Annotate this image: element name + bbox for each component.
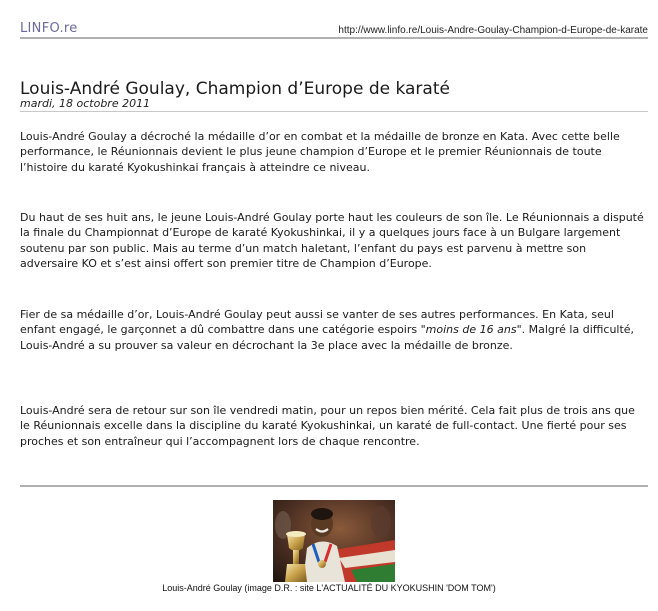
paragraph-4: Louis-André sera de retour sur son île vendredi matin, pour un repos bien mérité. Cela fait plus de trois ans que le Réunionnais excelle dans la discipline du karaté Kyokushinkai, un karaté de full-contact. Une fierté pour ses proches et son entraîneur qui l’accompagnent lors de chaque rencontre. xyxy=(20,404,635,448)
page-url: http://www.linfo.re/Louis-Andre-Goulay-Champion-d-Europe-de-karate xyxy=(338,25,648,36)
karate-trophy-photo xyxy=(273,500,395,582)
photo-caption: Louis-André Goulay (image D.R. : site L'ACTUALITÉ DU KYOKUSHIN 'DOM TOM') xyxy=(162,583,496,593)
paragraph-3-text-b: ". Malgré la difficulté, Louis-André a su prouver sa valeur en décrochant la 3e place avec la médaille de bronze. xyxy=(20,323,635,352)
footer-divider xyxy=(20,485,648,487)
header-divider xyxy=(20,37,648,39)
paragraph-3-text-a: Fier de sa médaille d’or, Louis-André Goulay peut aussi se vanter de ses autres performances. En Kata, seul enfant engagé, le garçonnet a dû combattre dans une catégorie espoirs " xyxy=(20,308,614,337)
paragraph-3 xyxy=(20,307,645,353)
article-date: mardi, 18 octobre 2011 xyxy=(20,97,151,110)
site-name[interactable]: LINFO.re xyxy=(20,21,78,36)
paragraph-3-italic: moins de 16 ans xyxy=(425,323,517,337)
paragraph-1: Louis-André Goulay a décroché la médaille d’or en combat et la médaille de bronze en Kata. Avec cette belle performance, le Réunionnais devient le plus jeune champion d’Europe et le premier Réunionnais de toute l’histoire du karaté Kyokushinkai français à atteindre ce niveau. xyxy=(20,130,620,174)
paragraph-2: Du haut de ses huit ans, le jeune Louis-André Goulay porte haut les couleurs de son île. Le Réunionnais a disputé la finale du Championnat d’Europe de karaté Kyokushinkai, il y a quelques jours face à un Bulgare largement soutenu par son public. Mais au terme d’un match haletant, l’enfant du pays est parvenu à mettre son adversaire KO et s’est ainsi offert son premier titre de Champion d’Europe. xyxy=(20,211,644,270)
article-title: Louis-André Goulay, Champion d’Europe de karaté xyxy=(20,79,450,99)
article-photo xyxy=(273,500,395,582)
date-divider xyxy=(20,111,648,112)
